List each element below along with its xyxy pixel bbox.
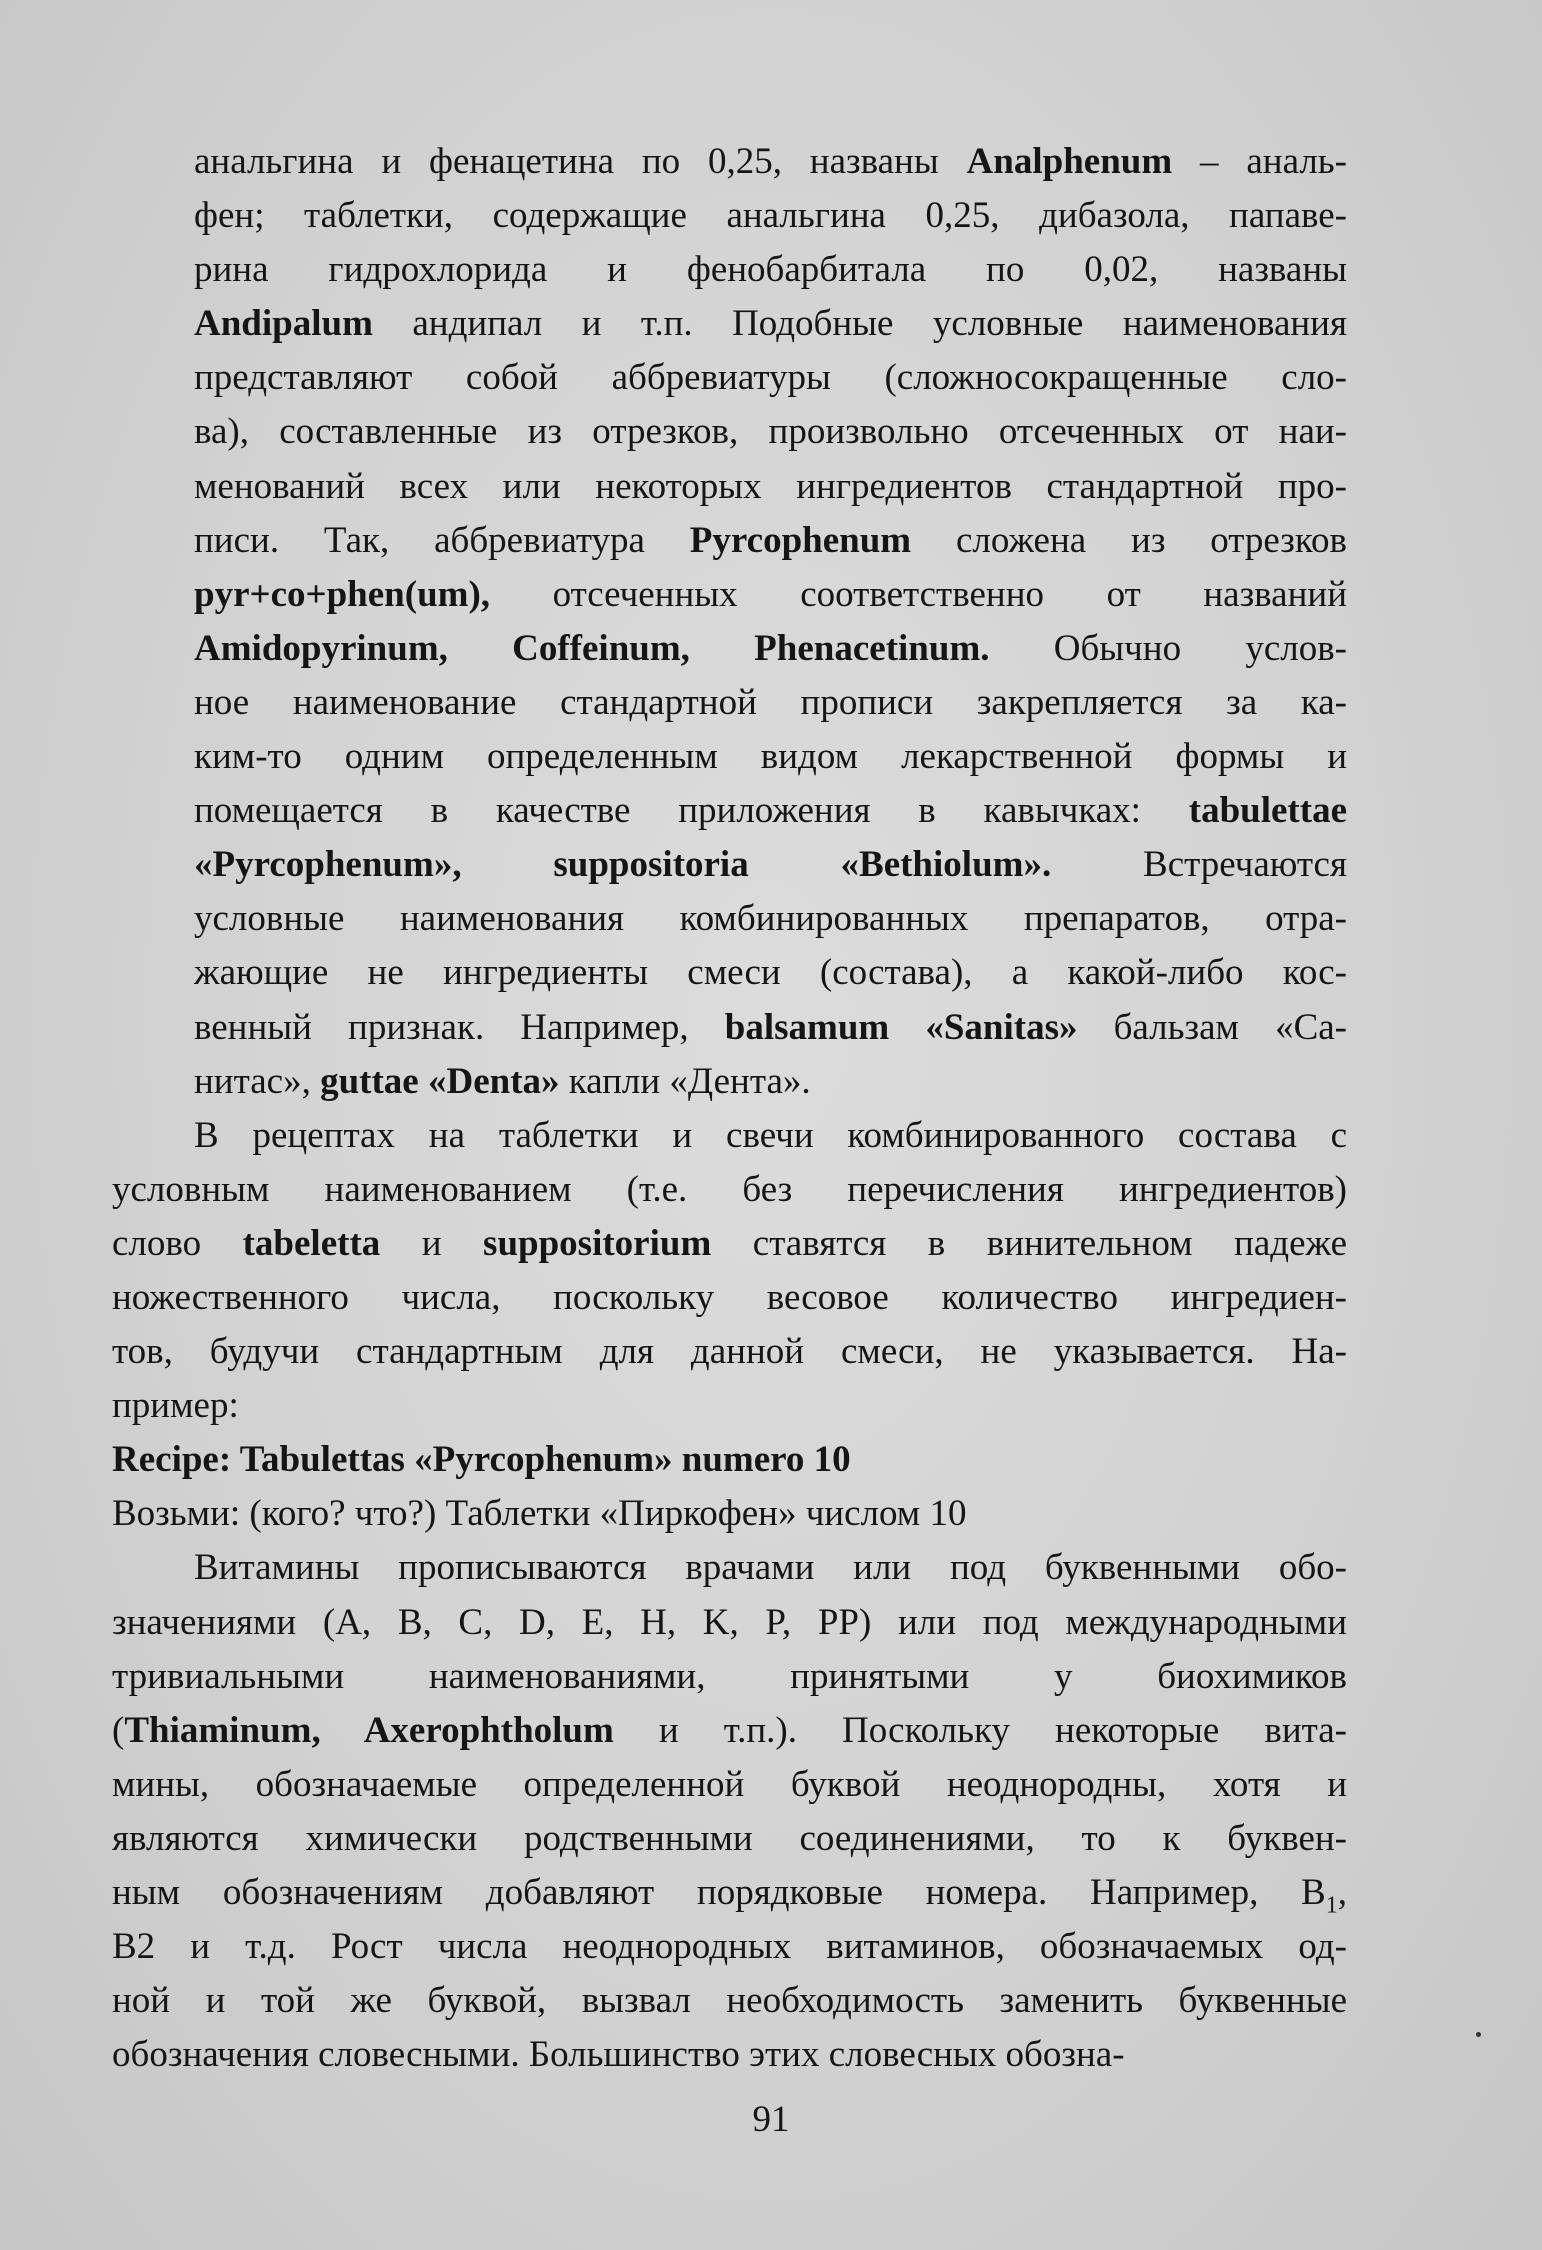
text-line: условные наименования комбинированных препаратов, отра-: [194, 898, 1347, 940]
text-line: слово tabeletta и suppositorium ставятся в винительном падеже: [112, 1222, 1347, 1264]
text-line: тривиальными наименованиями, принятыми у биохимиков: [112, 1655, 1347, 1697]
text-line: значениями (A, B, C, D, E, H, K, P, PP) или под международными: [112, 1601, 1347, 1643]
text-line: Amidopyrinum, Coffeinum, Phenacetinum. Обычно услов-: [194, 627, 1347, 669]
text-line: нитас», guttae «Denta» капли «Дента».: [194, 1060, 811, 1102]
paragraph-vitamins: [112, 1541, 1347, 2082]
scan-speck: [1476, 2032, 1481, 2037]
text-line: писи. Так, аббревиатура Pyrcophenum сложена из отрезков: [194, 519, 1347, 561]
text-line: представляют собой аббревиатуры (сложносокращенные сло-: [194, 357, 1347, 399]
text-line: помещается в качестве приложения в кавычках: tabulettae: [194, 790, 1347, 832]
text-line: пример:: [112, 1385, 239, 1427]
text-line: жающие не ингредиенты смеси (состава), а какой-либо кос-: [194, 952, 1347, 994]
text-line: анальгина и фенацетина по 0,25, названы Analphenum – аналь-: [194, 141, 1347, 182]
text-line: ное наименование стандартной прописи закрепляется за ка-: [194, 681, 1347, 723]
paragraph-combined-drug-names: [194, 135, 1347, 1109]
text-line: менований всех или некоторых ингредиентов стандартной про-: [194, 465, 1347, 507]
text-line: (Thiaminum, Axerophtholum и т.п.). Поскольку некоторые вита-: [112, 1709, 1347, 1751]
text-line: мины, обозначаемые определенной буквой неоднородны, хотя и: [112, 1763, 1347, 1805]
paragraph-tablets-suppositories: [112, 1109, 1347, 1434]
recipe-latin-line: Recipe: Tabulettas «Pyrcophenum» numero 10: [112, 1439, 851, 1481]
text-line: ножественного числа, поскольку весовое количество ингредиен-: [112, 1276, 1347, 1318]
text-line: В рецептах на таблетки и свечи комбинированного состава с: [194, 1114, 1347, 1156]
text-line: условным наименованием (т.е. без перечисления ингредиентов): [112, 1168, 1347, 1210]
text-line: ким-то одним определенным видом лекарственной формы и: [194, 736, 1347, 778]
text-line: «Pyrcophenum», suppositoria «Bethiolum». Встречаются: [194, 844, 1347, 886]
text-line: обозначения словесными. Большинство этих словесных обозна-: [112, 2034, 1125, 2076]
text-line: Andipalum андипал и т.п. Подобные условные наименования: [194, 303, 1347, 345]
text-line: рина гидрохлорида и фенобарбитала по 0,02, названы: [194, 249, 1347, 291]
text-line: тов, будучи стандартным для данной смеси, не указывается. На-: [112, 1331, 1347, 1373]
body-text: [112, 135, 1347, 2082]
text-line: B2 и т.д. Рост числа неоднородных витаминов, обозначаемых од-: [112, 1926, 1347, 1968]
text-line: pyr+co+phen(um), отсеченных соответственно от названий: [194, 573, 1347, 615]
text-line: ва), составленные из отрезков, произвольно отсеченных от наи-: [194, 411, 1347, 453]
text-line: венный признак. Например, balsamum «Sanitas» бальзам «Са-: [194, 1006, 1347, 1048]
page-number: 91: [752, 2099, 790, 2140]
text-line: ной и той же буквой, вызвал необходимость заменить буквенные: [112, 1980, 1347, 2022]
recipe-russian-line: Возьми: (кого? что?) Таблетки «Пиркофен» числом 10: [112, 1493, 967, 1535]
text-line: являются химически родственными соединениями, то к буквен-: [112, 1817, 1347, 1859]
recipe-example: [112, 1433, 1347, 1541]
text-line: фен; таблетки, содержащие анальгина 0,25, дибазола, папаве-: [194, 195, 1347, 237]
text-line: Витамины прописываются врачами или под буквенными обо-: [194, 1547, 1347, 1589]
text-line: ным обозначениям добавляют порядковые номера. Например, $B_1$,: [112, 1872, 1347, 1919]
